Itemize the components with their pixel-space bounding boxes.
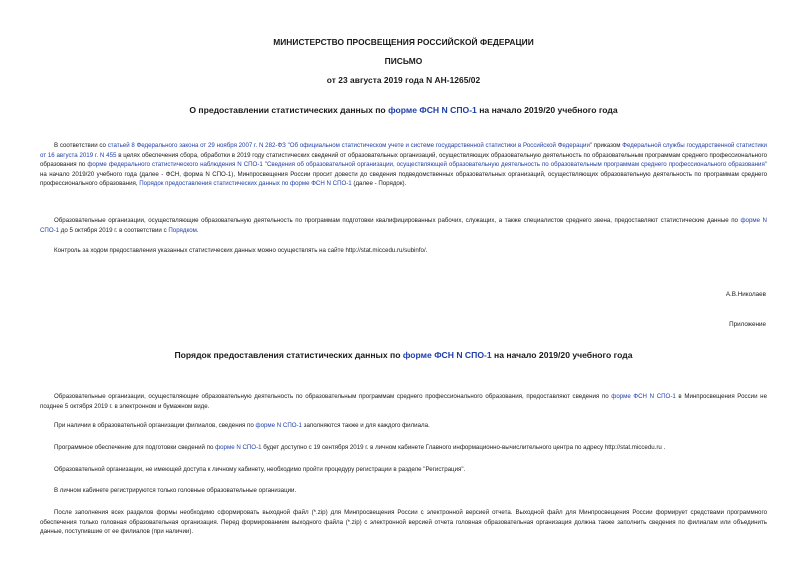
appendix-title-suffix: на начало 2019/20 учебного года	[491, 350, 633, 360]
p1-text-5: (далее - Порядок).	[351, 180, 407, 188]
form-spo1-link[interactable]: форме федерального статистического наблюдения N СПО-1 "Сведения об образовательной организации, осуществляющей образовательную деятельность по образовательным программам среднего профессионального образования"	[87, 161, 767, 169]
procedure-link[interactable]: Порядок предоставления статистических данных по форме ФСН N СПО-1	[139, 180, 352, 188]
title-suffix: на начало 2019/20 учебного года	[476, 105, 618, 115]
p2-text-2: до 5 октября 2019 г. в соответствии с	[59, 226, 169, 234]
federal-law-link[interactable]: статьей 8 Федерального закона от 29 ноября 2007 г. N 282-ФЗ "Об официальном статистическом учете и системе государственной статистики в Российской Федерации"	[107, 142, 593, 149]
appendix-paragraph-2	[40, 421, 767, 431]
rosstat-order-link[interactable]: Федеральной службы государственной статистики от 16 августа 2019 г. N 455	[40, 142, 767, 159]
title-prefix: О предоставлении статистических данных по	[189, 105, 389, 115]
a1-text-2: в Минпросвещения России не позднее 5 октября 2019 г. в электронном и бумажном виде.	[40, 393, 767, 410]
p1-text-4: на начало 2019/20 учебного года (далее - ФСН, форма N СПО-1), Минпросвещения России просит довести до сведения подведомственных образовательных организаций, осуществляющих образовательную деятельность по программам среднего профессионального образования,	[40, 170, 767, 188]
appendix-title	[0, 350, 807, 360]
p1-text-2: приказом	[592, 142, 623, 149]
appendix-form-link-4[interactable]: форме N СПО-1	[215, 444, 262, 451]
a2-text-2: заполняются также и для каждого филиала.	[301, 422, 430, 429]
a3-text-2: будет доступно с 19 сентября 2019 г. в личном кабинете Главного информационно-вычислительного центра по адресу http://stat.miccedu.ru .	[261, 444, 666, 451]
appendix-paragraph-4: Образовательной организации, не имеющей доступа к личному кабинету, необходимо пройти процедуру регистрации в разделе "Регистрация".	[54, 466, 466, 473]
appendix-title-prefix: Порядок предоставления статистических данных по	[174, 350, 403, 360]
ministry-heading: МИНИСТЕРСТВО ПРОСВЕЩЕНИЯ РОССИЙСКОЙ ФЕДЕРАЦИИ	[273, 37, 534, 47]
appendix-form-link[interactable]: форме ФСН N СПО-1	[402, 350, 492, 360]
appendix-label: Приложение	[729, 321, 766, 328]
form-spo1-link-2[interactable]: форме N СПО-1	[40, 217, 767, 234]
procedure-link-2[interactable]: Порядком	[168, 226, 197, 234]
a1-text-1: Образовательные организации, осуществляющие образовательную деятельность по образовательным программам среднего профессионального образования, предоставляют сведения по	[54, 393, 612, 400]
p1-text-1: В соответствии со	[54, 142, 108, 149]
appendix-paragraph-1	[40, 392, 767, 411]
date-number-heading: от 23 августа 2019 года N АН-1265/02	[326, 75, 481, 85]
signature: А.В.Николаев	[725, 291, 766, 298]
a3-text-1: Программное обеспечение для подготовки сведений по	[54, 444, 216, 451]
appendix-form-link-3[interactable]: форме N СПО-1	[255, 422, 302, 429]
p1-text-3: в целях обеспечения сбора, обработки в 2019 году статистических сведений от образовательных организаций, осуществляющих образовательную деятельность по образовательным программам среднего профессионального образования по	[40, 151, 767, 169]
paragraph-3: Контроль за ходом предоставления указанных статистических данных можно осуществлять на сайте http://stat.miccedu.ru/subinfo/.	[54, 247, 428, 254]
title-form-link[interactable]: форме ФСН N СПО-1	[388, 105, 477, 115]
letter-title	[0, 105, 807, 115]
paragraph-2	[40, 216, 767, 235]
p2-text-3: .	[196, 226, 199, 234]
doc-type-heading: ПИСЬМО	[384, 56, 423, 66]
a2-text-1: При наличии в образовательной организации филиалов, сведения по	[54, 422, 256, 429]
appendix-form-link-2[interactable]: форме ФСН N СПО-1	[611, 393, 676, 400]
paragraph-1	[40, 141, 767, 189]
appendix-paragraph-6: После заполнения всех разделов формы необходимо сформировать выходной файл (*.zip) для Минпросвещения России с электронной версией отчета. Выходной файл для Минпросвещения России формирует средствами программного обеспечения только головная образовательная организация. Перед формированием выходного файла (*.zip) с электронной версией отчета головная образовательная организация должна также заполнить сведения по филиалам или объединить данные, поступившие от ее филиалов (при наличии).	[40, 509, 767, 536]
p2-text-1: Образовательные организации, осуществляющие образовательную деятельность по программам подготовки квалифицированных рабочих, служащих, а также специалистов среднего звена, предоставляют статистические данные по	[54, 217, 741, 224]
appendix-paragraph-5: В личном кабинете регистрируются только головные образовательные организации.	[54, 487, 297, 494]
appendix-paragraph-3	[40, 443, 767, 453]
